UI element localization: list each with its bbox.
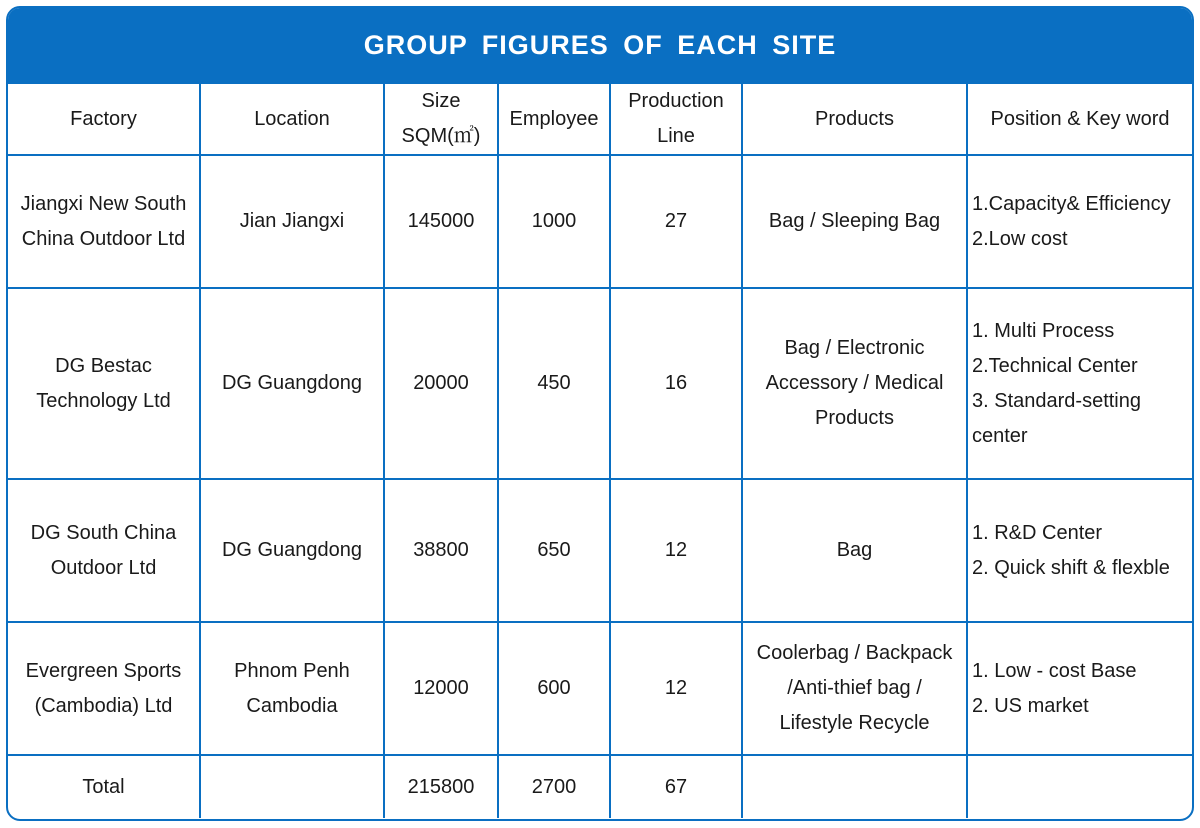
position-line: 1. R&D Center	[972, 521, 1103, 544]
cell-size: 38800	[384, 479, 498, 622]
cell-products	[742, 155, 967, 288]
cell-factory	[8, 288, 200, 479]
location-line: Jian Jiangxi	[239, 210, 345, 232]
cell-total-label: Total	[8, 755, 200, 818]
column-header-label: Production	[628, 90, 724, 112]
cell-position	[967, 622, 1192, 755]
cell-production-lines: 27	[610, 155, 742, 288]
position-line: 3. Standard-setting	[972, 389, 1141, 412]
table-row	[8, 479, 1192, 622]
cell-factory	[8, 622, 200, 755]
products-line: Bag	[836, 539, 873, 561]
cell-location	[200, 288, 384, 479]
factory-name-line: Jiangxi New South	[20, 192, 187, 215]
cell-total-products	[742, 755, 967, 818]
column-header-employee	[498, 84, 610, 155]
cell-total-employee: 2700	[498, 755, 610, 818]
table-row	[8, 622, 1192, 755]
products-line: Bag / Electronic	[784, 337, 925, 359]
cell-position	[967, 288, 1192, 479]
table-row	[8, 155, 1192, 288]
location-line: DG Guangdong	[221, 539, 363, 561]
column-header-products	[742, 84, 967, 155]
cell-position	[967, 155, 1192, 288]
cell-total-size: 215800	[384, 755, 498, 818]
cell-location	[200, 622, 384, 755]
products-line: Coolerbag / Backpack	[756, 642, 953, 664]
location-line: Cambodia	[246, 694, 338, 717]
cell-position	[967, 479, 1192, 622]
site-figures-table	[8, 84, 1192, 818]
position-line: 2.Low cost	[972, 227, 1068, 250]
cell-employee: 1000	[498, 155, 610, 288]
cell-products	[742, 479, 967, 622]
products-line: Accessory / Medical	[765, 372, 944, 394]
cell-total-production-lines: 67	[610, 755, 742, 818]
position-line: 2. Quick shift & flexble	[972, 556, 1170, 579]
column-header-label: Position & Key word	[990, 107, 1170, 130]
column-header-label: Size	[421, 90, 461, 112]
cell-production-lines: 12	[610, 479, 742, 622]
column-header-factory	[8, 84, 200, 155]
cell-employee: 600	[498, 622, 610, 755]
products-line: Lifestyle Recycle	[779, 712, 930, 734]
table-title: GROUP FIGURES OF EACH SITE	[8, 8, 1192, 84]
position-line: 1. Low - cost Base	[972, 659, 1137, 682]
position-line: 1.Capacity& Efficiency	[972, 192, 1171, 215]
cell-factory	[8, 479, 200, 622]
cell-employee: 650	[498, 479, 610, 622]
position-line: 2. US market	[972, 694, 1089, 717]
column-header-label: Products	[815, 107, 894, 130]
position-line: 2.Technical Center	[972, 354, 1138, 377]
total-row	[8, 755, 1192, 818]
cell-production-lines: 12	[610, 622, 742, 755]
factory-name-line: Evergreen Sports	[25, 659, 182, 682]
column-header-location	[200, 84, 384, 155]
column-header-position	[967, 84, 1192, 155]
position-line: center	[972, 424, 1028, 447]
location-line: Phnom Penh	[234, 659, 350, 682]
cell-factory	[8, 155, 200, 288]
cell-total-position	[967, 755, 1192, 818]
products-line: Bag / Sleeping Bag	[768, 210, 941, 232]
cell-size: 12000	[384, 622, 498, 755]
cell-products	[742, 288, 967, 479]
cell-location	[200, 155, 384, 288]
cell-size: 145000	[384, 155, 498, 288]
factory-name-line: Outdoor Ltd	[50, 556, 157, 579]
column-header-label-line2: Line	[657, 125, 695, 147]
cell-products	[742, 622, 967, 755]
factory-name-line: China Outdoor Ltd	[21, 227, 186, 250]
cell-employee: 450	[498, 288, 610, 479]
cell-location	[200, 479, 384, 622]
column-header-label: Location	[254, 107, 330, 130]
factory-name-line: (Cambodia) Ltd	[34, 694, 173, 717]
cell-size: 20000	[384, 288, 498, 479]
position-line: 1. Multi Process	[972, 319, 1115, 342]
products-line: Products	[815, 407, 894, 429]
figures-table-panel	[6, 6, 1194, 821]
column-header-label: Factory	[70, 107, 137, 130]
column-header-unit: SQM(㎡)	[401, 125, 481, 147]
cell-production-lines: 16	[610, 288, 742, 479]
factory-name-line: DG Bestac	[55, 354, 152, 377]
table-row	[8, 288, 1192, 479]
column-header-production-line	[610, 84, 742, 155]
factory-name-line: Technology Ltd	[36, 389, 171, 412]
location-line: DG Guangdong	[221, 372, 363, 394]
products-line: /Anti-thief bag /	[787, 677, 922, 699]
column-header-size	[384, 84, 498, 155]
factory-name-line: DG South China	[30, 521, 177, 544]
column-header-label: Employee	[509, 107, 599, 130]
cell-total-location	[200, 755, 384, 818]
header-row	[8, 84, 1192, 155]
